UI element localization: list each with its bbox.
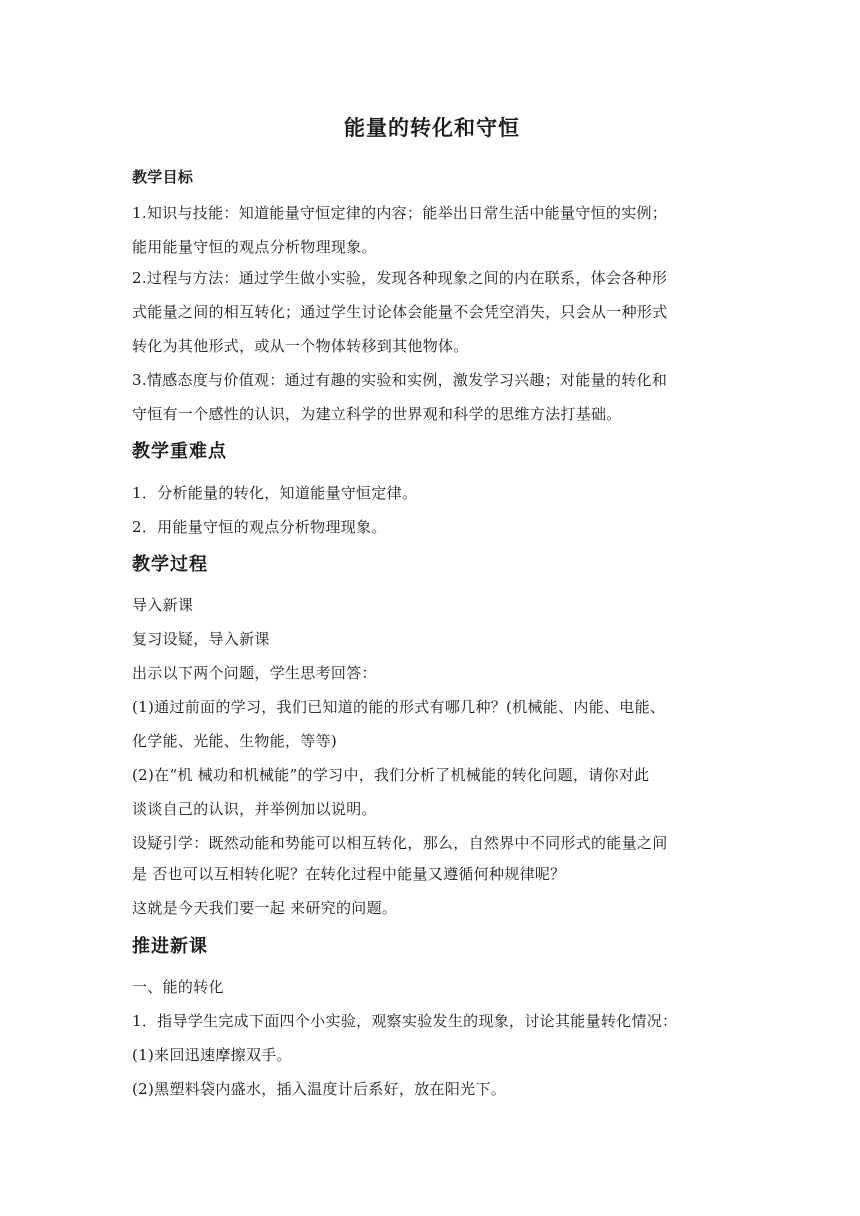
paragraph-line: 3.情感态度与价值观：通过有趣的实验和实例，激发学习兴趣；对能量的转化和 — [132, 371, 668, 389]
paragraph-line: 化学能、光能、生物能，等等) — [132, 732, 338, 750]
paragraph-line: 这就是今天我们要一起 来研究的问题。 — [132, 899, 398, 917]
paragraph-line: 是 否也可以互相转化呢？在转化过程中能量又遵循何种规律呢？ — [132, 865, 566, 883]
paragraph-line: 设疑引学：既然动能和势能可以相互转化，那么，自然界中不同形式的能量之间 — [132, 834, 668, 852]
paragraph-line: 2.过程与方法：通过学生做小实验，发现各种现象之间的内在联系，体会各种形 — [132, 269, 668, 287]
section-heading-key-points: 教学重难点 — [132, 441, 227, 462]
paragraph-line: (1)通过前面的学习，我们已知道的能的形式有哪几种？(机械能、内能、电能、 — [132, 698, 666, 716]
paragraph-line: (2)黑塑料袋内盛水，插入温度计后系好，放在阳光下。 — [132, 1080, 507, 1098]
paragraph-line: 式能量之间的相互转化；通过学生讨论体会能量不会凭空消失，只会从一种形式 — [132, 303, 668, 321]
paragraph-line: (1)来回迅速摩擦双手。 — [132, 1046, 292, 1064]
paragraph-line: 1.知识与技能：知道能量守恒定律的内容；能举出日常生活中能量守恒的实例； — [132, 204, 668, 222]
section-heading-objectives: 教学目标 — [132, 168, 194, 186]
paragraph-line: 能用能量守恒的观点分析物理现象。 — [132, 238, 377, 256]
page-title: 能量的转化和守恒 — [344, 116, 520, 140]
section-heading-new-lesson: 推进新课 — [132, 936, 208, 957]
paragraph-line: 守恒有一个感性的认识，为建立科学的世界观和科学的思维方法打基础。 — [132, 405, 622, 423]
list-item: 1．分析能量的转化，知道能量守恒定律。 — [132, 484, 418, 502]
paragraph-line: 一、能的转化 — [132, 978, 224, 996]
paragraph-line: 导入新课 — [132, 596, 194, 614]
paragraph-line: 谈谈自己的认识，并举例加以说明。 — [132, 800, 377, 818]
paragraph-line: 出示以下两个问题，学生思考回答： — [132, 664, 377, 682]
list-item: 2．用能量守恒的观点分析物理现象。 — [132, 518, 387, 536]
paragraph-line: 1．指导学生完成下面四个小实验，观察实验发生的现象，讨论其能量转化情况： — [132, 1012, 678, 1030]
paragraph-line: (2)在“机 械功和机械能”的学习中，我们分析了机械能的转化问题，请你对此 — [132, 766, 650, 784]
paragraph-line: 复习设疑，导入新课 — [132, 630, 270, 648]
paragraph-line: 转化为其他形式，或从一个物体转移到其他物体。 — [132, 337, 469, 355]
section-heading-process: 教学过程 — [132, 554, 208, 575]
